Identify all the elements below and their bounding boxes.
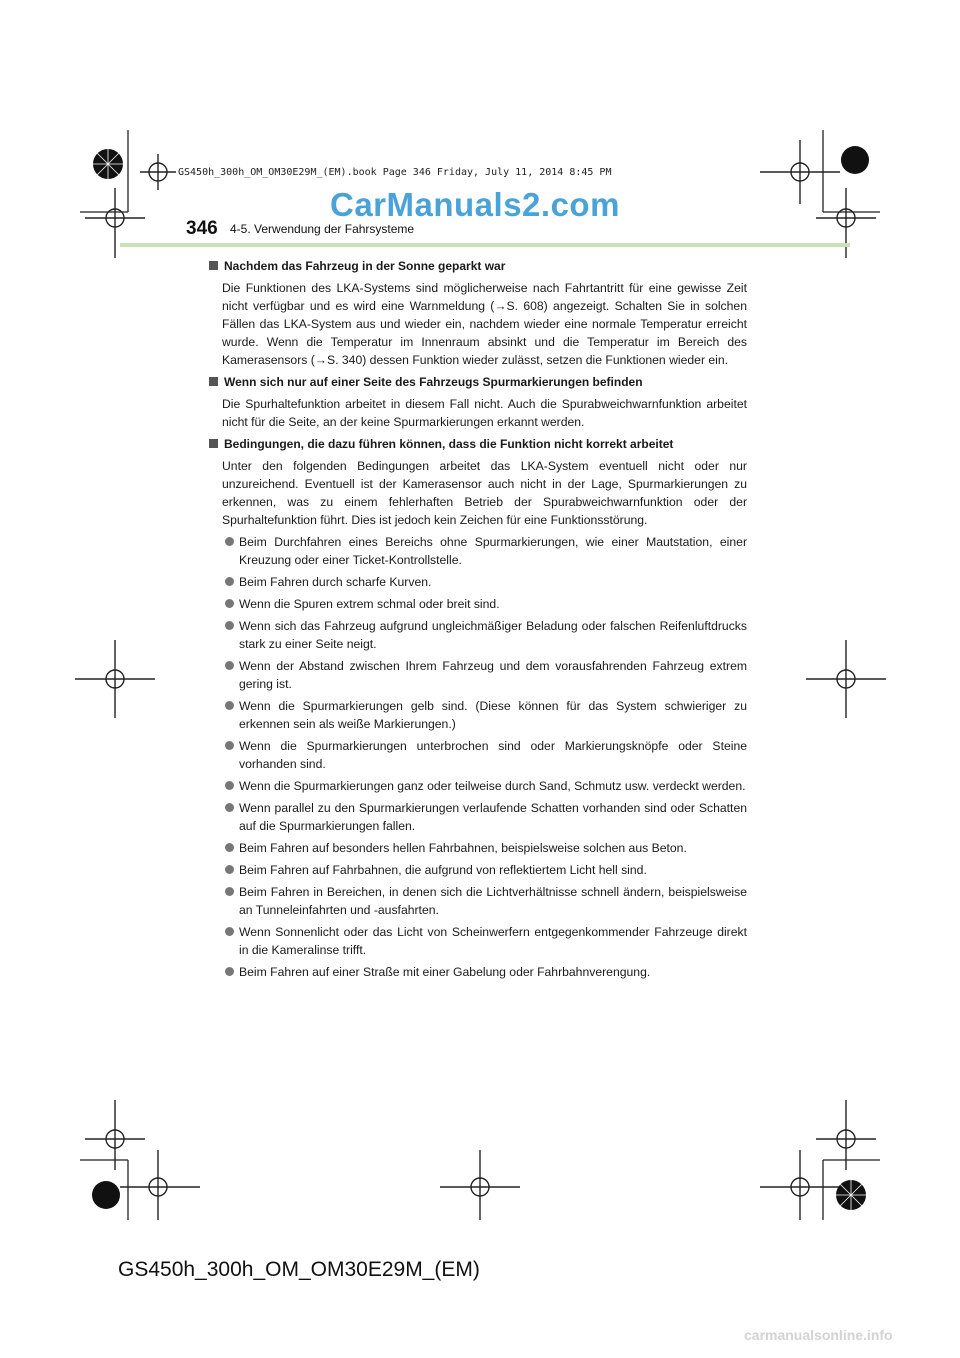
round-bullet-icon [225,843,234,852]
square-bullet-icon [209,377,218,386]
round-bullet-icon [225,781,234,790]
list-item: Beim Fahren in Bereichen, in denen sich die Lichtverhältnisse schnell ändern, beispielsweise an Tunneleinfahrten und -ausfahrten. [225,883,747,919]
square-bullet-icon [209,439,218,448]
section-text: Die Funktionen des LKA-Systems sind möglicherweise nach Fahrtantritt für eine gewisse Zeit nicht verfügbar und es wird eine Warnmeldung (→S. 608) angezeigt. Schalten Sie in solchen Fällen das LKA-System aus und wieder ein, nachdem wieder eine normale Temperatur erreicht wurde. Wenn die Temperatur im Innenraum absinkt und die Temperatur im Bereich des Kamerasensors (→S. 340) dessen Funktion wieder zulässt, setzen die Funktionen wieder ein. [222,281,747,367]
section-one-side [209,373,747,431]
list-item: Wenn die Spurmarkierungen gelb sind. (Diese können für das System schwieriger zu erkennen sein als weiße Markierungen.) [225,697,747,733]
list-item: Wenn Sonnenlicht oder das Licht von Scheinwerfern entgegenkommender Fahrzeuge direkt in die Kameralinse trifft. [225,923,747,959]
round-bullet-icon [225,967,234,976]
section-heading: Bedingungen, die dazu führen können, dass die Funktion nicht korrekt arbeitet [224,437,674,451]
watermark-logo: CarManuals2.com [330,186,620,223]
round-bullet-icon [225,803,234,812]
page-number: 346 [186,218,218,239]
square-bullet-icon [209,261,218,270]
footer-code: GS450h_300h_OM_OM30E29M_(EM) [118,1258,480,1281]
list-item: Wenn parallel zu den Spurmarkierungen verlaufende Schatten vorhanden sind oder Schatten auf die Spurmarkierungen fallen. [225,799,747,835]
list-item: Beim Fahren durch scharfe Kurven. [225,573,747,591]
list-item: Wenn sich das Fahrzeug aufgrund ungleichmäßiger Beladung oder falschen Reifenluftdrucks stark zu einer Seite neigt. [225,617,747,653]
section-parked-sun [209,257,747,369]
round-bullet-icon [225,621,234,630]
list-item: Beim Fahren auf besonders hellen Fahrbahnen, beispielsweise solchen aus Beton. [225,839,747,857]
watermark-bottom: carmanualsonline.info [744,1327,893,1343]
round-bullet-icon [225,599,234,608]
round-bullet-icon [225,701,234,710]
section-title: 4-5. Verwendung der Fahrsysteme [230,222,415,236]
round-bullet-icon [225,865,234,874]
round-bullet-icon [225,661,234,670]
main-content [209,257,747,985]
round-bullet-icon [225,741,234,750]
list-item: Wenn die Spuren extrem schmal oder breit sind. [225,595,747,613]
list-item: Beim Fahren auf einer Straße mit einer Gabelung oder Fahrbahnverengung. [225,963,747,981]
round-bullet-icon [225,927,234,936]
list-item: Wenn die Spurmarkierungen ganz oder teilweise durch Sand, Schmutz usw. verdeckt werden. [225,777,747,795]
section-text: Die Spurhaltefunktion arbeitet in diesem Fall nicht. Auch die Spurabweichwarnfunktion arbeitet nicht für die Seite, an der keine Spurmarkierungen erkannt werden. [222,397,747,429]
header-rule [120,243,850,247]
book-info-line: GS450h_300h_OM_OM30E29M_(EM).book Page 346 Friday, July 11, 2014 8:45 PM [178,167,612,178]
section-text: Unter den folgenden Bedingungen arbeitet das LKA-System eventuell nicht oder nur unzureichend. Eventuell ist der Kamerasensor auch nicht in der Lage, Spurmarkierungen zu erkennen, was zu einem fehlerhaften Betrieb der Spurabweichwarnfunktion oder der Spurhaltefunktion führt. Dies ist jedoch kein Zeichen für eine Funktionsstörung. [222,459,747,527]
round-bullet-icon [225,577,234,586]
list-item: Wenn die Spurmarkierungen unterbrochen sind oder Markierungsknöpfe oder Steine vorhanden sind. [225,737,747,773]
section-heading: Wenn sich nur auf einer Seite des Fahrzeugs Spurmarkierungen befinden [224,375,643,389]
round-bullet-icon [225,887,234,896]
section-heading: Nachdem das Fahrzeug in der Sonne geparkt war [224,259,506,273]
list-item: Beim Durchfahren eines Bereichs ohne Spurmarkierungen, wie einer Mautstation, einer Kreuzung oder einer Ticket-Kontrollstelle. [225,533,747,569]
round-bullet-icon [225,537,234,546]
section-conditions [209,435,747,981]
list-item: Beim Fahren auf Fahrbahnen, die aufgrund von reflektiertem Licht hell sind. [225,861,747,879]
list-item: Wenn der Abstand zwischen Ihrem Fahrzeug und dem vorausfahrenden Fahrzeug extrem gering ist. [225,657,747,693]
